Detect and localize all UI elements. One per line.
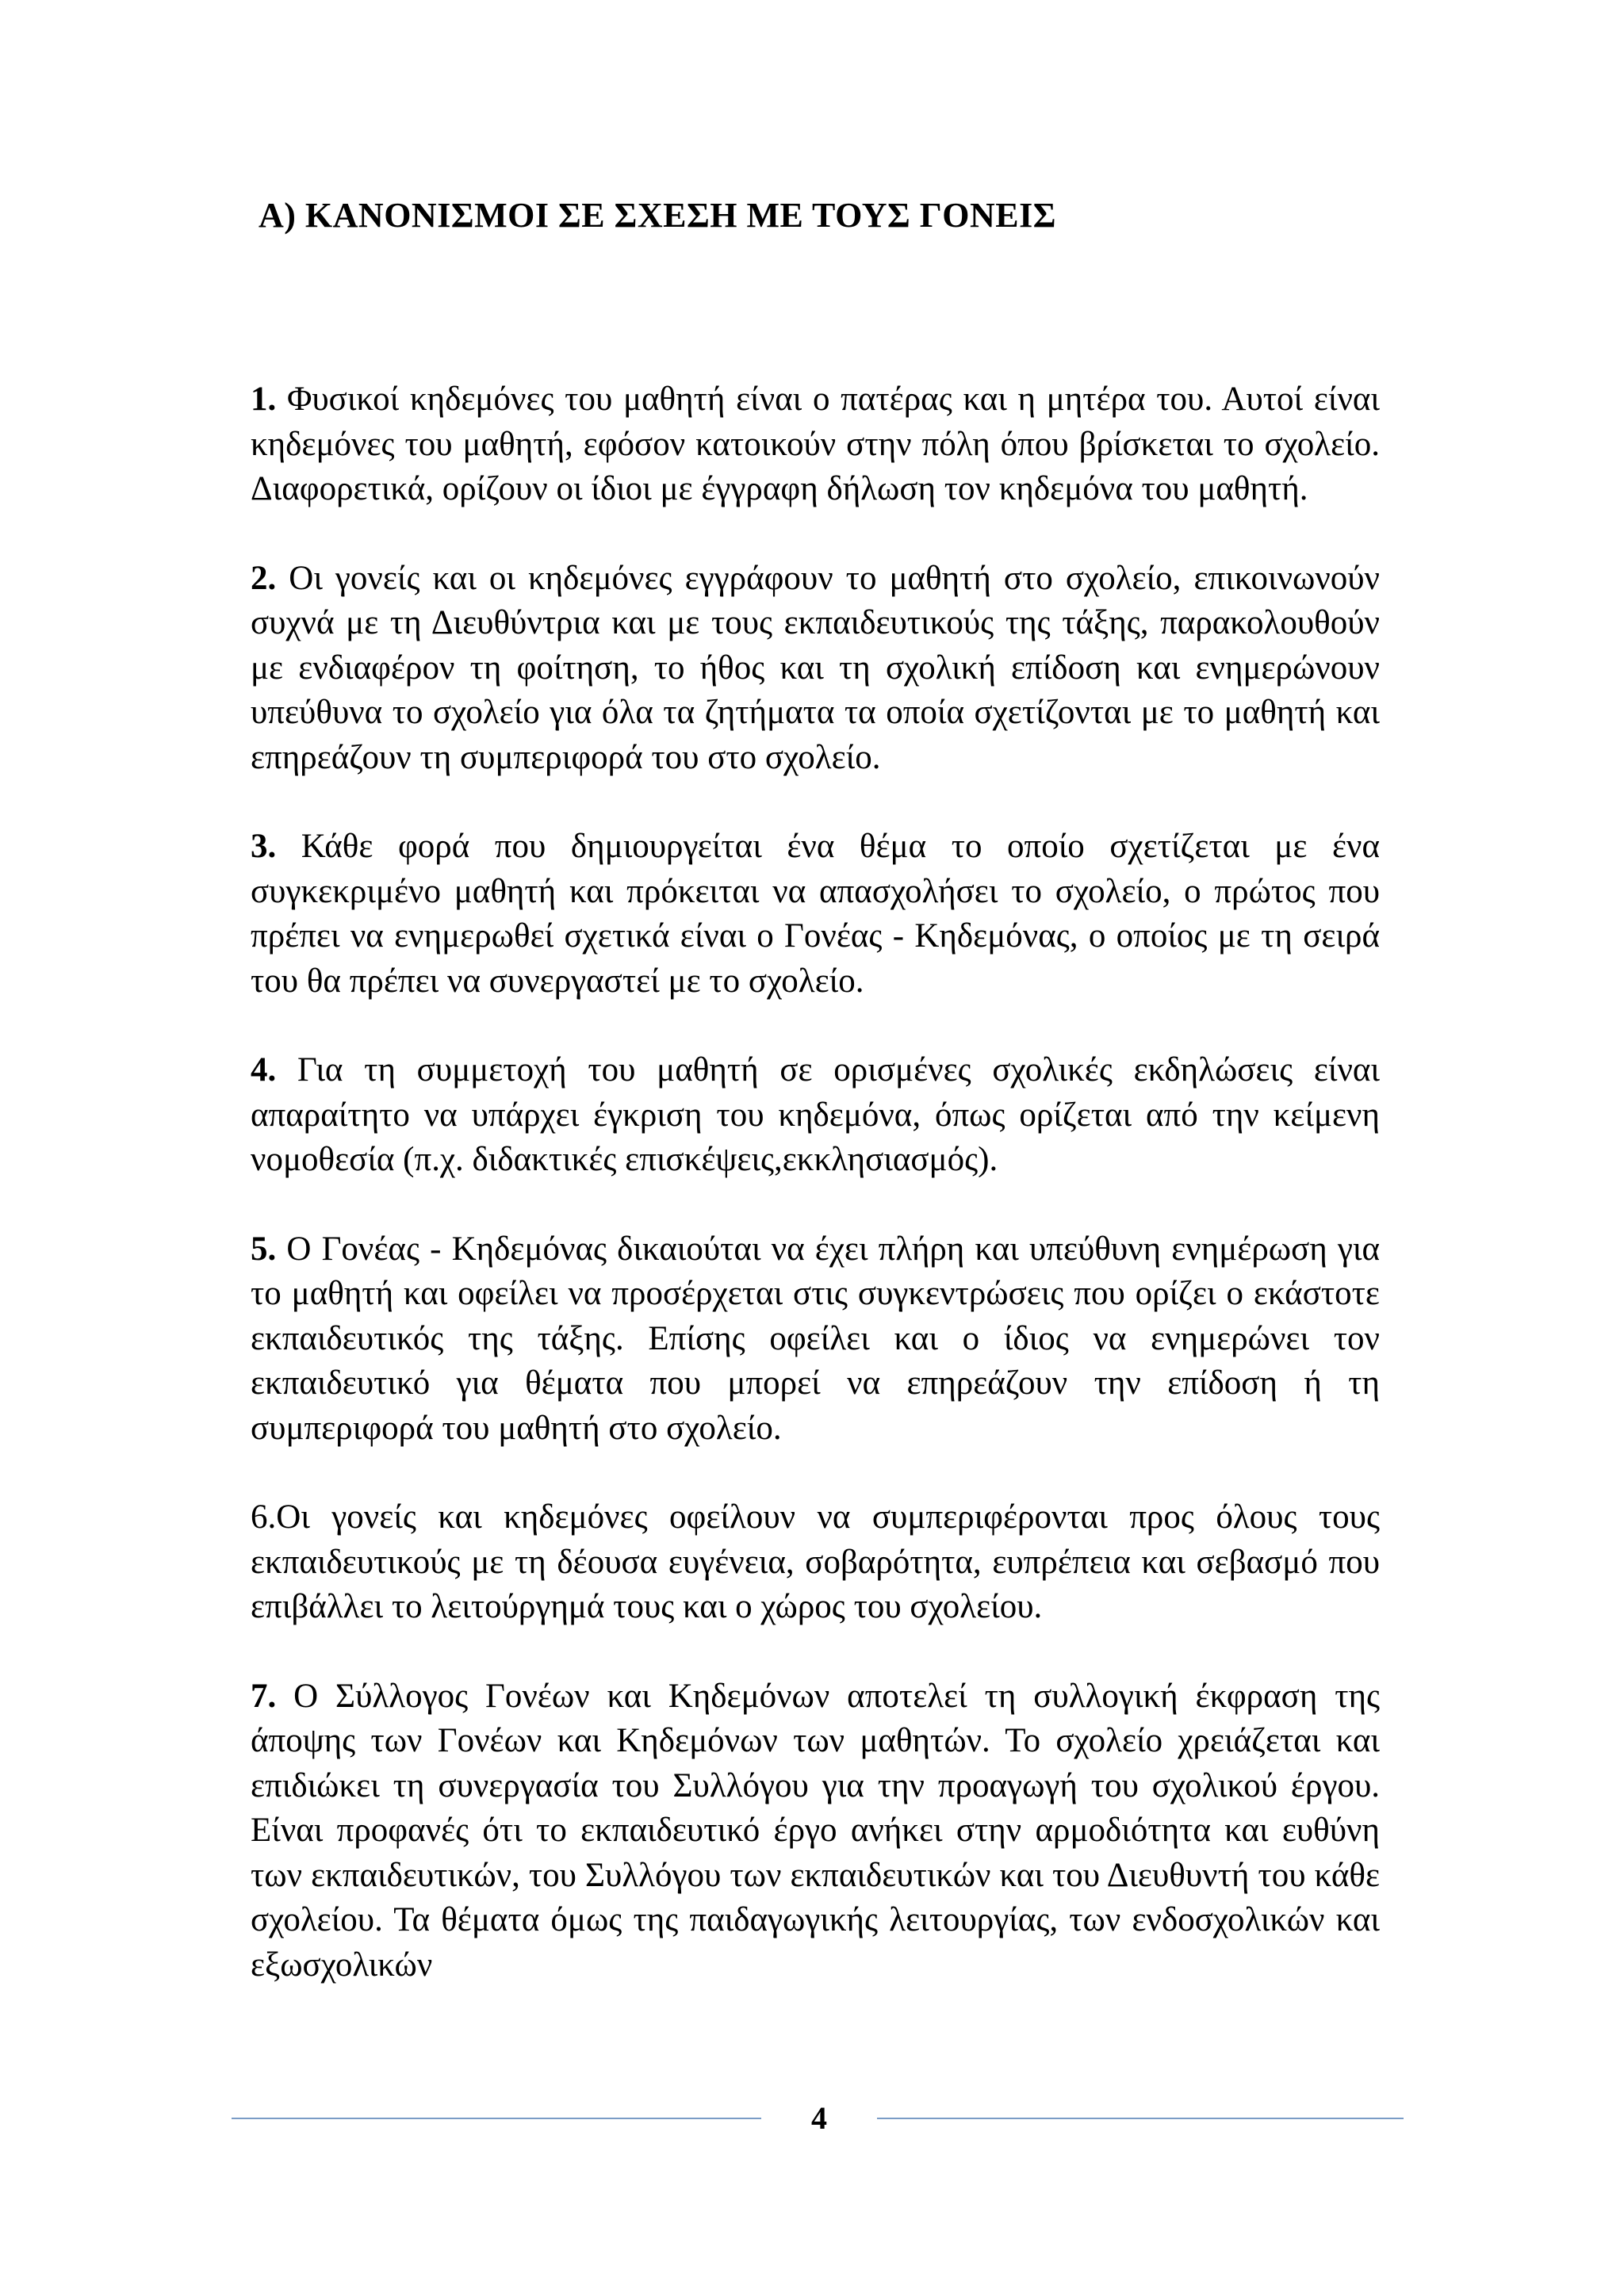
- paragraph-spacer: [251, 512, 1380, 557]
- paragraph-2: [251, 557, 1380, 781]
- paragraph-number: 3.: [251, 828, 277, 865]
- paragraph-4: [251, 1048, 1380, 1183]
- paragraph-text: Κάθε φορά που δημιουργείται ένα θέμα το οποίο σχετίζεται με ένα συγκεκριμένο μαθητή και πρόκειται να απασχολήσει το σχολείο, ο πρώτος που πρέπει να ενημερωθεί σχετικά είναι ο Γονέας - Κηδεμόνας, ο οποίος με τη σειρά του θα πρέπει να συνεργαστεί με το σχολείο.: [251, 828, 1380, 1000]
- page-footer: [0, 2100, 1624, 2136]
- paragraph-1: [251, 377, 1380, 512]
- paragraph-number: 4.: [251, 1051, 277, 1089]
- paragraph-number: 1.: [251, 381, 277, 418]
- paragraph-text: Ο Σύλλογος Γονέων και Κηδεμόνων αποτελεί τη συλλογική έκφραση της άποψης των Γονέων και Κηδεμόνων των μαθητών. Το σχολείο χρειάζεται και επιδιώκει τη συνεργασία του Συλλόγου για την προαγωγή του σχολικού έργου. Είναι προφανές ότι το εκπαιδευτικό έργο ανήκει στην αρμοδιότητα και ευθύνη των εκπαιδευτικών, του Συλλόγου των εκπαιδευτικών και του Διευθυντή του κάθε σχολείου. Τα θέματα όμως της παιδαγωγικής λειτουργίας, των ενδοσχολικών και εξωσχολικών: [251, 1677, 1380, 1984]
- paragraph-3: [251, 825, 1380, 1004]
- paragraph-spacer: [251, 780, 1380, 825]
- paragraph-spacer: [251, 1630, 1380, 1674]
- section-heading: Α) ΚΑΝΟΝΙΣΜΟΙ ΣΕ ΣΧΕΣΗ ΜΕ ΤΟΥΣ ΓΟΝΕΙΣ: [259, 196, 1056, 235]
- footer-rule-left: [232, 2118, 761, 2119]
- paragraph-5: [251, 1227, 1380, 1452]
- paragraph-number: 5.: [251, 1230, 277, 1268]
- document-body: [251, 377, 1380, 1988]
- paragraph-7: [251, 1674, 1380, 1988]
- paragraph-text: Φυσικοί κηδεμόνες του μαθητή είναι ο πατέρας και η μητέρα του. Αυτοί είναι κηδεμόνες του μαθητή, εφόσον κατοικούν στην πόλη όπου βρίσκεται το σχολείο. Διαφορετικά, ορίζουν οι ίδιοι με έγγραφη δήλωση τον κηδεμόνα του μαθητή.: [251, 381, 1380, 507]
- paragraph-text: Ο Γονέας - Κηδεμόνας δικαιούται να έχει πλήρη και υπεύθυνη ενημέρωση για το μαθητή και οφείλει να προσέρχεται στις συγκεντρώσεις που ορίζει ο εκάστοτε εκπαιδευτικός της τάξης. Επίσης οφείλει και ο ίδιος να ενημερώνει τον εκπαιδευτικό για θέματα που μπορεί να επηρεάζουν την επίδοση ή τη συμπεριφορά του μαθητή στο σχολείο.: [251, 1230, 1380, 1447]
- paragraph-spacer: [251, 1004, 1380, 1048]
- paragraph-text: Οι γονείς και οι κηδεμόνες εγγράφουν το μαθητή στο σχολείο, επικοινωνούν συχνά με τη Διευθύντρια και με τους εκπαιδευτικούς της τάξης, παρακολουθούν με ενδιαφέρον τη φοίτηση, το ήθος και τη σχολική επίδοση και ενημερώνουν υπεύθυνα το σχολείο για όλα τα ζητήματα τα οποία σχετίζονται με το μαθητή και επηρεάζουν τη συμπεριφορά του στο σχολείο.: [251, 559, 1380, 776]
- paragraph-text: Για τη συμμετοχή του μαθητή σε ορισμένες σχολικές εκδηλώσεις είναι απαραίτητο να υπάρχει έγκριση του κηδεμόνα, όπως ορίζεται από την κείμενη νομοθεσία (π.χ. διδακτικές επισκέψεις,εκκλησιασμός).: [251, 1051, 1380, 1178]
- paragraph-spacer: [251, 1183, 1380, 1227]
- page-number: 4: [811, 2100, 827, 2136]
- paragraph-6: [251, 1495, 1380, 1630]
- footer-rule-right: [877, 2118, 1404, 2119]
- paragraph-spacer: [251, 1451, 1380, 1495]
- paragraph-number: 7.: [251, 1677, 277, 1715]
- paragraph-number: 2.: [251, 559, 277, 597]
- paragraph-text: 6.Οι γονείς και κηδεμόνες οφείλουν να συμπεριφέρονται προς όλους τους εκπαιδευτικούς με τη δέουσα ευγένεια, σοβαρότητα, ευπρέπεια και σεβασμό που επιβάλλει το λειτούργημά τους και ο χώρος του σχολείου.: [251, 1498, 1380, 1625]
